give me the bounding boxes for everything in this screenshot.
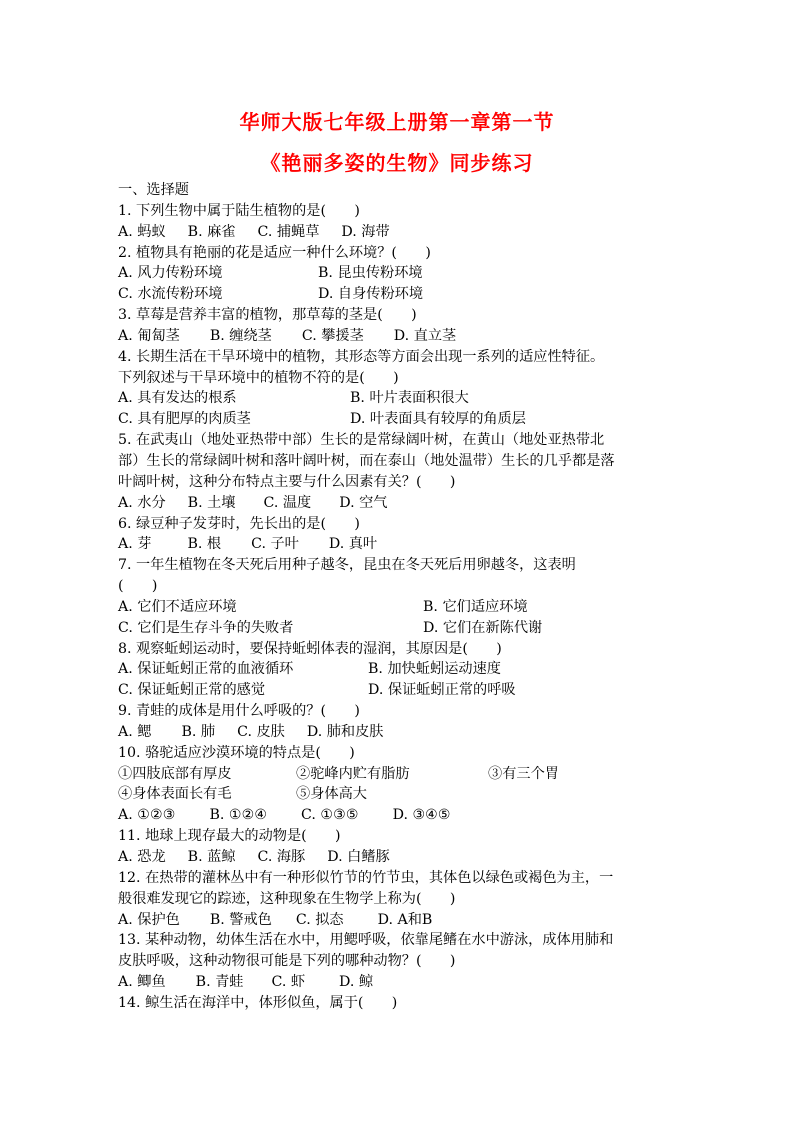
answer-options — [118, 972, 678, 993]
question-stem: 5. 在武夷山（地处亚热带中部）生长的是常绿阔叶树，在黄山（地处亚热带北 — [118, 432, 605, 449]
option: B. 它们适应环境 — [423, 598, 528, 615]
option: B. 昆虫传粉环境 — [318, 265, 423, 282]
answer-options — [118, 388, 678, 409]
option: B. 缠绕茎 — [209, 327, 272, 344]
option: C. 具有肥厚的肉质茎 — [118, 411, 251, 428]
option: A. 鳃 — [118, 723, 152, 740]
option: C. 海豚 — [257, 849, 306, 865]
option: D. 它们在新陈代谢 — [423, 619, 543, 636]
option: A. 芽 — [118, 536, 152, 553]
answer-options — [118, 722, 678, 743]
question-stem: 1. 下列生物中属于陆生植物的是( ) — [118, 202, 360, 219]
question-stem: 8. 观察蚯蚓运动时，要保持蚯蚓体表的湿润，其原因是( ) — [118, 640, 502, 657]
question-stem: 14. 鲸生活在海洋中，体形似鱼，属于( ) — [118, 994, 398, 1011]
option: B. 根 — [187, 536, 222, 553]
option: D. 保证蚯蚓正常的呼吸 — [368, 682, 516, 699]
question-stem: 3. 草莓是营养丰富的植物，那草莓的茎是( ) — [118, 307, 417, 324]
option: B. 肺 — [181, 723, 216, 740]
option: A. 恐龙 — [118, 849, 166, 865]
document-title: 华师大版七年级上册第一章第一节 — [239, 110, 555, 134]
option: D. 叶表面具有较厚的角质层 — [350, 411, 526, 428]
option: D. 自身传粉环境 — [318, 286, 424, 303]
option: C. 拟态 — [295, 911, 344, 928]
answer-options — [118, 618, 678, 639]
option: D. 鲸 — [339, 974, 374, 991]
option: A. 保护色 — [118, 911, 180, 928]
question-stem: 4. 长期生活在干旱环境中的植物，其形态等方面会出现一系列的适应性特征。 — [118, 348, 605, 365]
question-stem: 叶阔叶树，这种分布特点主要与什么因素有关？( ) — [118, 473, 456, 490]
condition-item: ②驼峰内贮有脂肪 — [296, 765, 410, 782]
question-stem: 10. 骆驼适应沙漠环境的特点是( ) — [118, 744, 355, 761]
option: D. 肺和皮肤 — [306, 723, 384, 740]
option: D. 海带 — [341, 223, 390, 240]
question-list — [118, 180, 678, 1014]
question-stem: 部）生长的常绿阔叶树和落叶阔叶树，而在泰山（地处温带）生长的几乎都是落 — [118, 452, 615, 469]
option: D. 直立茎 — [393, 327, 457, 344]
option: A. 具有发达的根系 — [118, 390, 237, 407]
condition-item: ⑤身体高大 — [296, 786, 367, 803]
condition-item: ④身体表面长有毛 — [118, 786, 232, 803]
option: A. 鲫鱼 — [118, 974, 166, 991]
answer-options — [118, 680, 678, 701]
option: A. 匍匐茎 — [118, 327, 180, 344]
section-heading: 一、选择题 — [118, 182, 189, 198]
condition-list — [118, 784, 678, 805]
option: A. 保证蚯蚓正常的血液循环 — [118, 661, 294, 678]
option: C. 温度 — [263, 494, 312, 511]
option: A. ①②③ — [118, 807, 176, 824]
option: B. 加快蚯蚓运动速度 — [368, 661, 501, 678]
answer-options — [118, 659, 678, 680]
document-subtitle: 《艳丽多姿的生物》同步练习 — [260, 151, 534, 175]
question-stem: 皮肤呼吸，这种动物很可能是下列的哪种动物？( ) — [118, 953, 456, 970]
option: D. 空气 — [339, 494, 388, 511]
option: B. 青蛙 — [195, 974, 244, 991]
option: C. ①③⑤ — [301, 807, 359, 824]
option: C. 虾 — [271, 974, 306, 991]
condition-item: ①四肢底部有厚皮 — [118, 765, 232, 782]
question-stem: 6. 绿豆种子发芽时，先长出的是( ) — [118, 515, 360, 532]
option: C. 保证蚯蚓正常的感觉 — [118, 682, 266, 699]
option: C. 捕蝇草 — [257, 223, 320, 240]
condition-item: ③有三个胃 — [488, 765, 559, 782]
option: B. 蓝鲸 — [187, 849, 236, 865]
answer-options — [118, 263, 678, 284]
question-stem: 13. 某种动物，幼体生活在水中，用鳃呼吸，依靠尾鳍在水中游泳，成体用肺和 — [118, 932, 614, 949]
option: A. 水分 — [118, 494, 166, 511]
option: A. 它们不适应环境 — [118, 598, 237, 615]
option: D. ③④⑤ — [392, 807, 451, 824]
option: B. ①②④ — [209, 807, 268, 824]
option: B. 叶片表面积很大 — [350, 390, 469, 407]
option: B. 麻雀 — [187, 223, 236, 240]
question-stem: 12. 在热带的灌林丛中有一种形似竹节的竹节虫，其体色以绿色或褐色为主，一 — [118, 869, 614, 886]
question-stem: 2. 植物具有艳丽的花是适应一种什么环境？( ) — [118, 244, 431, 261]
question-stem: ( ) — [118, 578, 158, 595]
answer-options — [118, 409, 678, 430]
option: B. 土壤 — [187, 494, 236, 511]
answer-options — [118, 910, 678, 931]
question-stem: 11. 地球上现存最大的动物是( ) — [118, 828, 341, 845]
option: A. 蚂蚁 — [118, 223, 166, 240]
answer-options — [118, 597, 678, 618]
answer-options — [118, 493, 678, 514]
option: B. 警戒色 — [209, 911, 272, 928]
option: D. 白鳍豚 — [327, 849, 390, 865]
option: C. 它们是生存斗争的失败者 — [118, 619, 294, 636]
option: D. A和B — [377, 911, 433, 928]
answer-options — [118, 805, 678, 826]
question-stem: 下列叙述与干旱环境中的植物不符的是( ) — [118, 369, 399, 386]
option: C. 子叶 — [251, 536, 299, 553]
option: C. 攀援茎 — [301, 327, 364, 344]
answer-options — [118, 847, 678, 868]
option: A. 风力传粉环境 — [118, 265, 223, 282]
option: C. 皮肤 — [237, 723, 285, 740]
question-stem: 般很难发现它的踪迹，这种现象在生物学上称为( ) — [118, 890, 456, 907]
answer-options — [118, 284, 678, 305]
question-stem: 9. 青蛙的成体是用什么呼吸的？( ) — [118, 703, 360, 720]
question-stem: 7. 一年生植物在冬天死后用种子越冬，昆虫在冬天死后用卵越冬，这表明 — [118, 557, 576, 574]
answer-options — [118, 534, 678, 555]
condition-list — [118, 764, 678, 785]
answer-options — [118, 326, 678, 347]
answer-options — [118, 222, 678, 243]
option: C. 水流传粉环境 — [118, 286, 223, 303]
option: D. 真叶 — [328, 536, 378, 553]
